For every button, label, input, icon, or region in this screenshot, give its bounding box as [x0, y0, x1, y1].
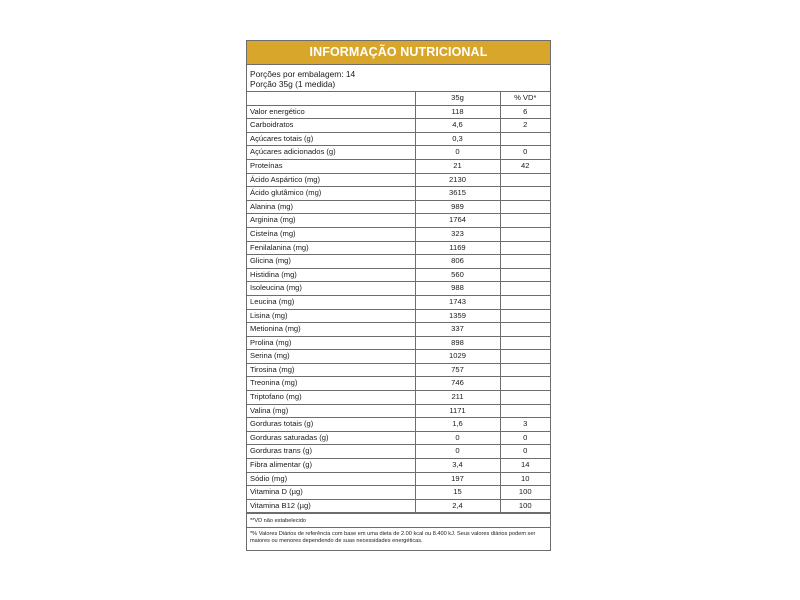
table-header-row	[247, 92, 550, 106]
nutrient-name: Triptofano (mg)	[247, 391, 415, 405]
table-row	[247, 187, 550, 201]
table-row	[247, 431, 550, 445]
nutrient-dv	[500, 227, 550, 241]
nutrient-name: Arginina (mg)	[247, 214, 415, 228]
nutrient-amount: 806	[415, 255, 500, 269]
nutrient-name: Valor energético	[247, 105, 415, 119]
nutrient-amount: 2,4	[415, 499, 500, 513]
nutrient-amount: 988	[415, 282, 500, 296]
nutrient-dv	[500, 309, 550, 323]
nutrient-dv: 0	[500, 445, 550, 459]
nutrient-dv: 0	[500, 431, 550, 445]
table-row	[247, 309, 550, 323]
nutrient-amount: 0	[415, 445, 500, 459]
nutrient-amount: 1029	[415, 350, 500, 364]
nutrient-name: Histidina (mg)	[247, 268, 415, 282]
nutrient-name: Cisteína (mg)	[247, 227, 415, 241]
table-row	[247, 200, 550, 214]
nutrient-dv: 0	[500, 146, 550, 160]
nutrient-amount: 323	[415, 227, 500, 241]
table-row	[247, 241, 550, 255]
table-row	[247, 377, 550, 391]
table-row	[247, 282, 550, 296]
nutrient-dv	[500, 363, 550, 377]
nutrient-dv	[500, 255, 550, 269]
nutrient-amount: 2130	[415, 173, 500, 187]
nutrient-name: Carboidratos	[247, 119, 415, 133]
nutrient-amount: 197	[415, 472, 500, 486]
nutrient-name: Metionina (mg)	[247, 323, 415, 337]
nutrient-amount: 337	[415, 323, 500, 337]
nutrient-amount: 757	[415, 363, 500, 377]
nutrient-dv: 3	[500, 418, 550, 432]
nutrient-name: Lisina (mg)	[247, 309, 415, 323]
table-row	[247, 418, 550, 432]
table-row	[247, 363, 550, 377]
nutrient-name: Açúcares totais (g)	[247, 132, 415, 146]
nutrient-name: Gorduras trans (g)	[247, 445, 415, 459]
table-row	[247, 336, 550, 350]
nutrient-dv	[500, 173, 550, 187]
nutrient-dv	[500, 377, 550, 391]
table-row	[247, 499, 550, 513]
table-row	[247, 119, 550, 133]
nutrient-name: Glicina (mg)	[247, 255, 415, 269]
nutrient-name: Treonina (mg)	[247, 377, 415, 391]
portion-info	[247, 64, 550, 91]
nutrient-dv: 42	[500, 159, 550, 173]
nutrient-amount: 21	[415, 159, 500, 173]
header-nutrient	[247, 92, 415, 106]
nutrient-amount: 3,4	[415, 459, 500, 473]
label-title: INFORMAÇÃO NUTRICIONAL	[247, 41, 550, 64]
nutrient-dv	[500, 214, 550, 228]
nutrition-facts-label	[246, 40, 551, 551]
header-amount: 35g	[415, 92, 500, 106]
nutrient-dv: 6	[500, 105, 550, 119]
nutrient-dv: 100	[500, 486, 550, 500]
nutrient-name: Açúcares adicionados (g)	[247, 146, 415, 160]
nutrient-dv: 14	[500, 459, 550, 473]
nutrient-name: Proteínas	[247, 159, 415, 173]
nutrient-name: Ácido Aspártico (mg)	[247, 173, 415, 187]
nutrient-dv	[500, 404, 550, 418]
nutrient-amount: 1169	[415, 241, 500, 255]
table-row	[247, 404, 550, 418]
nutrient-dv	[500, 200, 550, 214]
nutrient-amount: 898	[415, 336, 500, 350]
table-row	[247, 445, 550, 459]
table-row	[247, 391, 550, 405]
nutrient-amount: 1,6	[415, 418, 500, 432]
table-row	[247, 486, 550, 500]
nutrient-dv: 10	[500, 472, 550, 486]
table-row	[247, 173, 550, 187]
nutrient-name: Tirosina (mg)	[247, 363, 415, 377]
nutrient-rows	[247, 105, 550, 513]
table-row	[247, 472, 550, 486]
header-dv: % VD*	[500, 92, 550, 106]
nutrient-amount: 1743	[415, 295, 500, 309]
nutrient-amount: 4,6	[415, 119, 500, 133]
nutrient-amount: 0	[415, 146, 500, 160]
nutrient-name: Gorduras saturadas (g)	[247, 431, 415, 445]
nutrient-dv	[500, 391, 550, 405]
nutrient-amount: 560	[415, 268, 500, 282]
nutrient-dv: 100	[500, 499, 550, 513]
table-row	[247, 159, 550, 173]
nutrient-name: Gorduras totais (g)	[247, 418, 415, 432]
portions-per-package: Porções por embalagem: 14	[250, 69, 356, 79]
nutrient-name: Valina (mg)	[247, 404, 415, 418]
nutrition-table	[247, 91, 550, 513]
nutrient-dv	[500, 323, 550, 337]
nutrient-dv	[500, 350, 550, 364]
nutrient-amount: 0,3	[415, 132, 500, 146]
nutrient-amount: 1764	[415, 214, 500, 228]
nutrient-amount: 0	[415, 431, 500, 445]
nutrient-name: Prolina (mg)	[247, 336, 415, 350]
table-row	[247, 105, 550, 119]
nutrient-amount: 211	[415, 391, 500, 405]
table-row	[247, 268, 550, 282]
nutrient-dv	[500, 268, 550, 282]
nutrient-dv	[500, 187, 550, 201]
nutrient-amount: 1359	[415, 309, 500, 323]
nutrient-amount: 989	[415, 200, 500, 214]
nutrient-name: Isoleucina (mg)	[247, 282, 415, 296]
nutrient-dv	[500, 241, 550, 255]
nutrient-dv	[500, 336, 550, 350]
nutrient-name: Ácido glutâmico (mg)	[247, 187, 415, 201]
nutrient-amount: 118	[415, 105, 500, 119]
nutrient-name: Leucina (mg)	[247, 295, 415, 309]
portion-size: Porção 35g (1 medida)	[250, 79, 336, 89]
table-row	[247, 350, 550, 364]
nutrient-dv: 2	[500, 119, 550, 133]
nutrient-amount: 15	[415, 486, 500, 500]
nutrient-name: Fenilalanina (mg)	[247, 241, 415, 255]
nutrient-name: Vitamina D (µg)	[247, 486, 415, 500]
table-row	[247, 255, 550, 269]
table-row	[247, 227, 550, 241]
nutrient-name: Serina (mg)	[247, 350, 415, 364]
table-row	[247, 459, 550, 473]
nutrient-amount: 746	[415, 377, 500, 391]
nutrient-amount: 1171	[415, 404, 500, 418]
nutrient-dv	[500, 295, 550, 309]
nutrient-amount: 3615	[415, 187, 500, 201]
table-row	[247, 214, 550, 228]
table-row	[247, 146, 550, 160]
footnote-reference: *% Valores Diários de referência com base em uma dieta de 2.00 kcal ou 8.400 kJ. Seus valores diários podem ser maiores ou menores dependendo de suas necessidades energéticas.	[247, 527, 550, 550]
nutrient-name: Fibra alimentar (g)	[247, 459, 415, 473]
footnote-vd: **VD não estabelecido	[247, 513, 550, 527]
nutrient-name: Sódio (mg)	[247, 472, 415, 486]
nutrient-dv	[500, 282, 550, 296]
table-row	[247, 323, 550, 337]
table-row	[247, 132, 550, 146]
nutrient-name: Vitamina B12 (µg)	[247, 499, 415, 513]
table-row	[247, 295, 550, 309]
nutrient-dv	[500, 132, 550, 146]
nutrient-name: Alanina (mg)	[247, 200, 415, 214]
